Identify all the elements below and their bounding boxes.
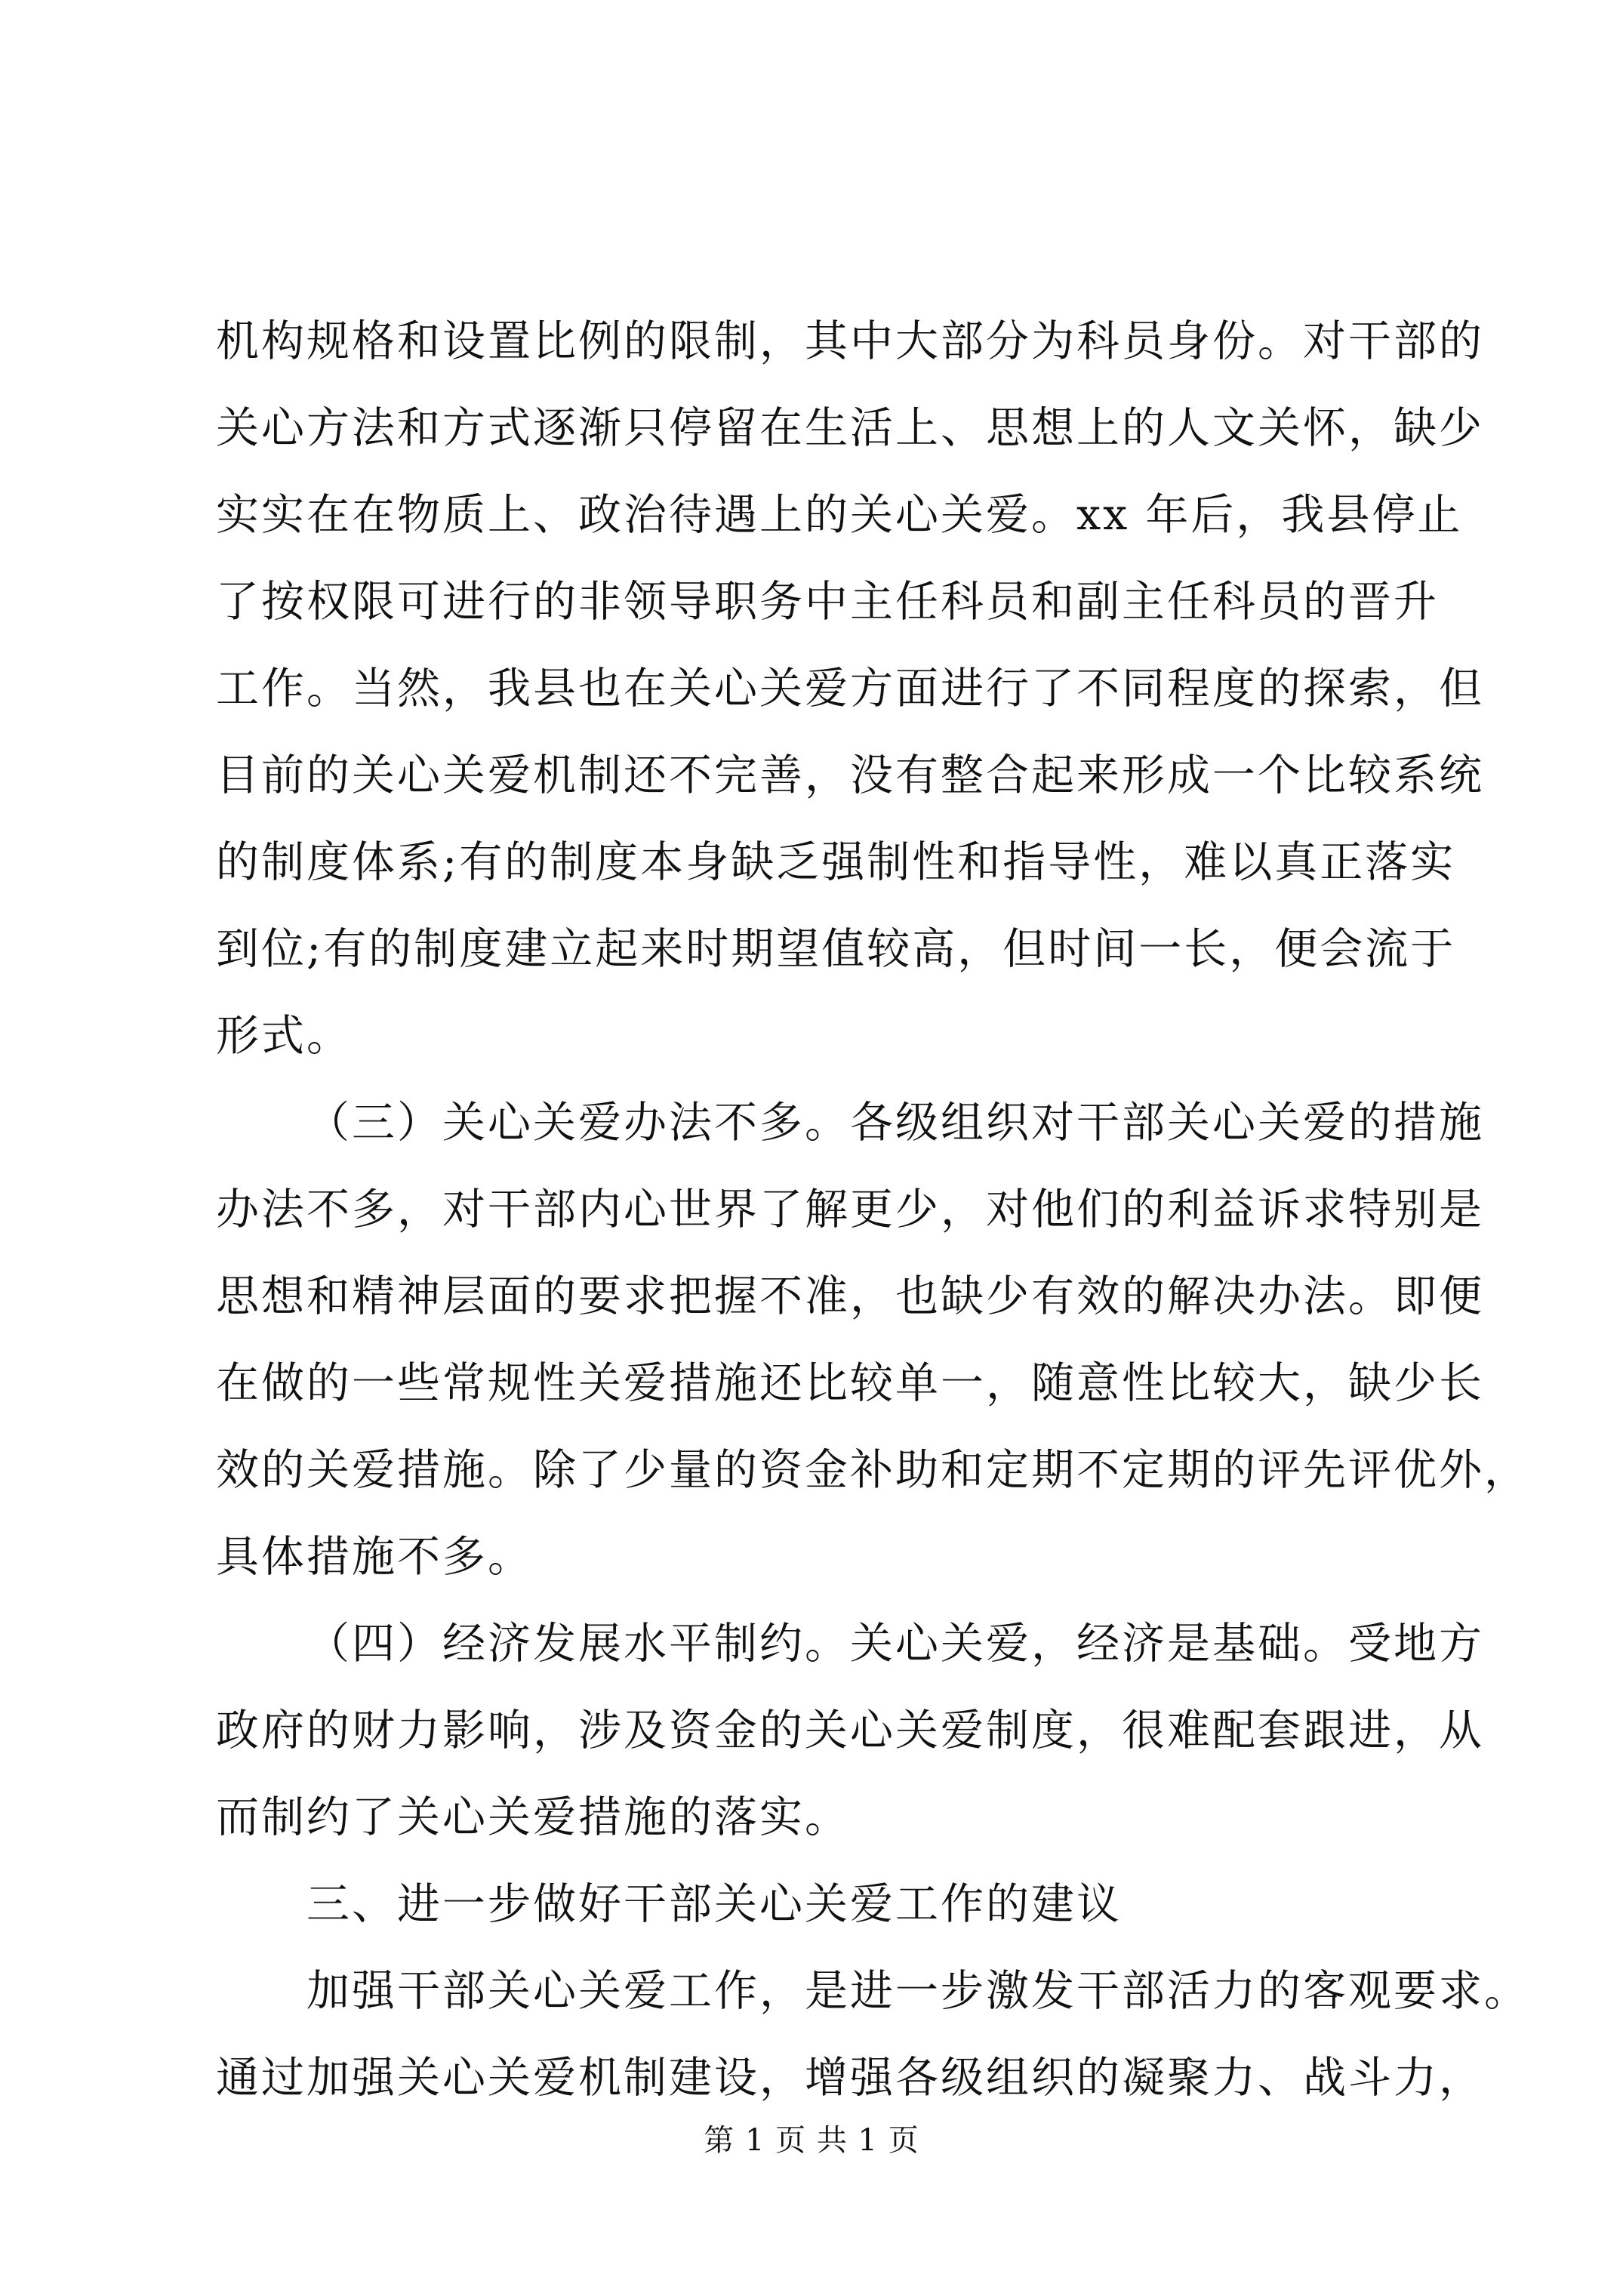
text-line: （三）关心关爱办法不多。各级组织对干部关心关爱的措施 <box>306 1098 1484 1148</box>
paragraph <box>216 298 1484 1080</box>
text-line: 了按权限可进行的非领导职务中主任科员和副主任科员的晋升 <box>216 577 1439 627</box>
text-line: 实实在在物质上、政治待遇上的关心关爱。xx 年后，我县停止 <box>216 490 1463 540</box>
text-line: （四）经济发展水平制约。关心关爱，经济是基础。受地方 <box>306 1619 1484 1669</box>
text-line: 的制度体系;有的制度本身缺乏强制性和指导性，难以真正落实 <box>216 837 1456 887</box>
text-line: 在做的一些常规性关爱措施还比较单一，随意性比较大，缺少长 <box>216 1358 1484 1408</box>
text-line: 形式。 <box>216 1011 352 1061</box>
text-line: 工作。当然，我县也在关心关爱方面进行了不同程度的探索，但 <box>216 664 1484 713</box>
text-line: 办法不多，对干部内心世界了解更少，对他们的利益诉求特别是 <box>216 1185 1484 1234</box>
text-line: 加强干部关心关爱工作，是进一步激发干部活力的客观要求。 <box>306 1966 1529 2016</box>
text-line: 关心方法和方式逐渐只停留在生活上、思想上的人文关怀，缺少 <box>216 403 1484 453</box>
text-line: 思想和精神层面的要求把握不准，也缺少有效的解决办法。即便 <box>216 1271 1484 1321</box>
paragraph <box>216 1948 1529 2122</box>
text-line: 具体措施不多。 <box>216 1532 533 1582</box>
text-line: 而制约了关心关爱措施的落实。 <box>216 1792 850 1842</box>
text-line: 机构规格和设置比例的限制，其中大部分为科员身份。对干部的 <box>216 316 1484 366</box>
document-body <box>216 298 1529 2122</box>
paragraph <box>216 1861 1439 1948</box>
text-line: 通过加强关心关爱机制建设，增强各级组织的凝聚力、战斗力， <box>216 2053 1484 2103</box>
text-line: 效的关爱措施。除了少量的资金补助和定期不定期的评先评优外， <box>216 1445 1529 1495</box>
paragraph <box>216 1080 1529 1601</box>
text-line: 三、进一步做好干部关心关爱工作的建议 <box>306 1879 1122 1929</box>
page-footer: 第 1 页 共 1 页 <box>704 2123 919 2158</box>
paragraph <box>216 1601 1484 1861</box>
text-line: 政府的财力影响，涉及资金的关心关爱制度，很难配套跟进，从 <box>216 1706 1484 1755</box>
text-line: 到位;有的制度建立起来时期望值较高，但时间一长，便会流于 <box>216 924 1456 974</box>
text-line: 目前的关心关爱机制还不完善，没有整合起来形成一个比较系统 <box>216 750 1484 800</box>
